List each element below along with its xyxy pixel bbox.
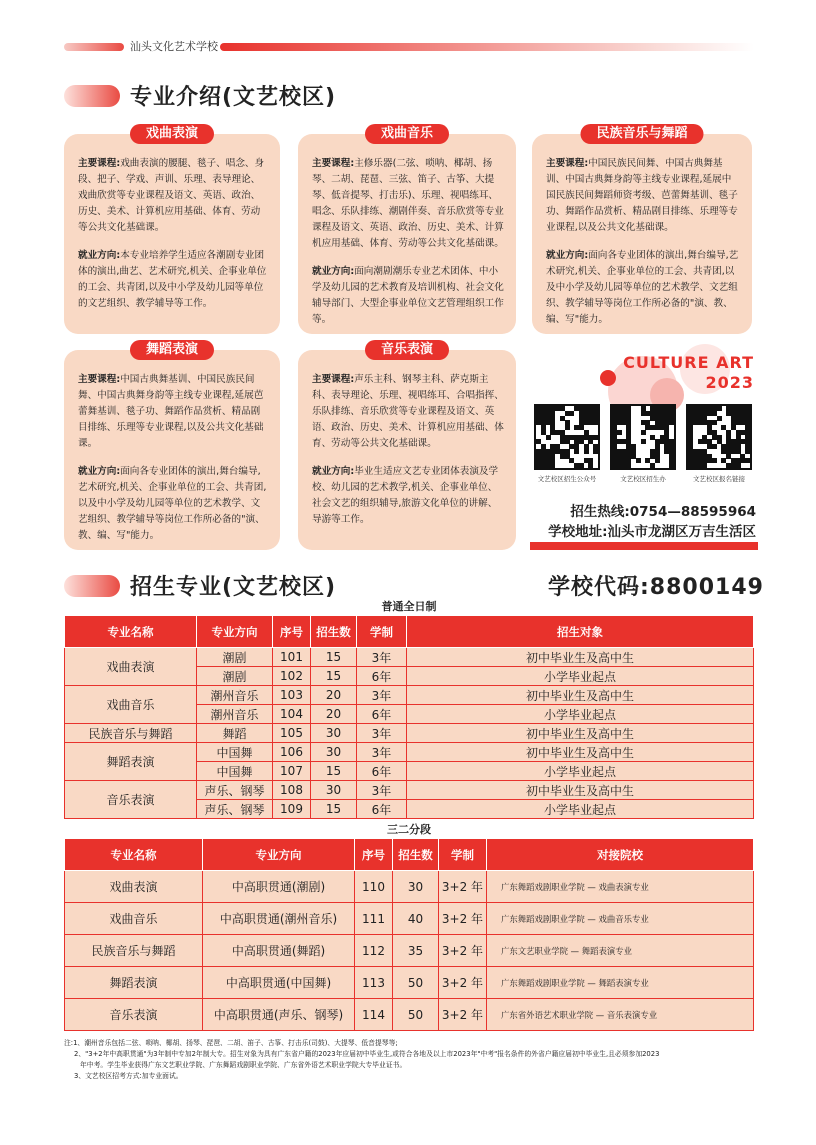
cell-major: 戏曲表演 xyxy=(65,871,203,903)
cell-years: 3年 xyxy=(357,724,407,743)
job-label: 就业方向: xyxy=(312,466,355,477)
heading-pill xyxy=(64,575,120,597)
cell-direction: 中国舞 xyxy=(197,743,273,762)
cell-quota: 40 xyxy=(393,903,439,935)
cell-quota: 30 xyxy=(311,743,357,762)
cell-years: 6年 xyxy=(357,705,407,724)
course-label: 主要课程: xyxy=(312,374,355,385)
cell-major: 音乐表演 xyxy=(65,999,203,1031)
card-job xyxy=(78,248,268,312)
course-label: 主要课程: xyxy=(78,158,121,169)
table-row xyxy=(65,999,754,1031)
card-job xyxy=(312,464,504,528)
footnote-line: 年中考。学生毕业获得广东文艺职业学院、广东舞蹈戏剧职业学院、广东省外语艺术职业学院大专毕业证书。 xyxy=(80,1061,407,1069)
cell-quota: 15 xyxy=(311,800,357,819)
cell-direction: 中高职贯通(舞蹈) xyxy=(203,935,355,967)
cell-no: 106 xyxy=(273,743,311,762)
cell-no: 103 xyxy=(273,686,311,705)
qr-module xyxy=(569,411,574,416)
cell-direction: 潮州音乐 xyxy=(197,686,273,705)
card-tag: 戏曲表演 xyxy=(130,124,214,144)
col-header: 序号 xyxy=(355,839,393,871)
card-course xyxy=(312,372,504,452)
school-name: 汕头文化艺术学校 xyxy=(130,40,218,53)
col-header: 学制 xyxy=(357,616,407,648)
qr-module xyxy=(584,449,589,454)
qr-module xyxy=(588,463,593,468)
cell-direction: 声乐、钢琴 xyxy=(197,781,273,800)
cell-target: 初中毕业生及高中生 xyxy=(407,781,754,800)
cell-major: 音乐表演 xyxy=(65,781,197,819)
cell-years: 3年 xyxy=(357,781,407,800)
major-card-xiqu-biaoyan xyxy=(64,126,280,334)
qr-module xyxy=(593,449,598,454)
qr-code-signup[interactable] xyxy=(686,404,752,470)
cell-major: 戏曲音乐 xyxy=(65,686,197,724)
cell-years: 6年 xyxy=(357,800,407,819)
qr-module xyxy=(736,463,741,468)
cell-direction: 潮剧 xyxy=(197,648,273,667)
cell-no: 107 xyxy=(273,762,311,781)
qr-module xyxy=(650,463,655,468)
qr-module xyxy=(717,406,722,411)
cell-major: 戏曲音乐 xyxy=(65,903,203,935)
table-row xyxy=(65,724,754,743)
cell-direction: 中高职贯通(中国舞) xyxy=(203,967,355,999)
cell-quota: 20 xyxy=(311,686,357,705)
cell-years: 3+2 年 xyxy=(439,871,487,903)
card-tag: 戏曲音乐 xyxy=(365,124,449,144)
col-header: 专业名称 xyxy=(65,616,197,648)
cell-no: 104 xyxy=(273,705,311,724)
cell-target: 初中毕业生及高中生 xyxy=(407,724,754,743)
cell-college: 广东舞蹈戏剧职业学院 — 戏曲表演专业 xyxy=(487,871,754,903)
qr-module xyxy=(565,425,570,430)
qr-module xyxy=(593,420,598,425)
qr-label: 文艺校区招生公众号 xyxy=(537,475,597,483)
qr-module xyxy=(641,439,646,444)
cell-quota: 15 xyxy=(311,762,357,781)
cell-quota: 35 xyxy=(393,935,439,967)
qr-module xyxy=(546,435,551,440)
qr-module xyxy=(717,416,722,421)
cell-no: 113 xyxy=(355,967,393,999)
cell-direction: 声乐、钢琴 xyxy=(197,800,273,819)
cell-years: 3+2 年 xyxy=(439,999,487,1031)
cell-quota: 15 xyxy=(311,648,357,667)
enroll-heading xyxy=(64,570,336,601)
cell-direction: 中高职贯通(潮剧) xyxy=(203,871,355,903)
job-label: 就业方向: xyxy=(78,250,121,261)
cell-no: 102 xyxy=(273,667,311,686)
col-header: 专业方向 xyxy=(197,616,273,648)
full-time-caption: 普通全日制 xyxy=(381,600,437,613)
major-card-xiqu-yinyue xyxy=(298,126,516,334)
qr-module xyxy=(655,458,660,463)
cell-no: 105 xyxy=(273,724,311,743)
job-label: 就业方向: xyxy=(546,250,589,261)
qr-module xyxy=(669,420,674,425)
school-code: 学校代码:8800149 xyxy=(548,575,764,600)
cell-direction: 中国舞 xyxy=(197,762,273,781)
culture-art-title xyxy=(623,353,754,393)
cell-no: 101 xyxy=(273,648,311,667)
cell-college: 广东舞蹈戏剧职业学院 — 舞蹈表演专业 xyxy=(487,967,754,999)
cell-quota: 30 xyxy=(393,871,439,903)
col-header: 专业方向 xyxy=(203,839,355,871)
col-header: 招生数 xyxy=(393,839,439,871)
cell-direction: 舞蹈 xyxy=(197,724,273,743)
job-text: 面向潮剧潮乐专业艺术团体、中小学及幼儿园的艺术教育及培训机构、社会文化辅导部门、大型企事业单位文艺管理组织工作等。 xyxy=(312,266,504,325)
cell-major: 戏曲表演 xyxy=(65,648,197,686)
cell-years: 6年 xyxy=(357,667,407,686)
enroll-title: 招生专业(文艺校区) xyxy=(130,575,337,600)
culture-art-line1: CULTURE ART xyxy=(623,353,754,372)
qr-module xyxy=(579,463,584,468)
decor-circle xyxy=(600,370,616,386)
col-header: 学制 xyxy=(439,839,487,871)
cell-no: 114 xyxy=(355,999,393,1031)
cell-target: 小学毕业起点 xyxy=(407,705,754,724)
cell-target: 初中毕业生及高中生 xyxy=(407,648,754,667)
card-course xyxy=(78,372,268,452)
course-label: 主要课程: xyxy=(78,374,121,385)
job-text: 毕业生适应文艺专业团体表演及学校、幼儿园的艺术教学,机关、企事业单位、社会文艺的组织辅导,旅游文化单位的讲解、导游等工作。 xyxy=(312,466,499,525)
promo-block xyxy=(530,350,758,550)
qr-module xyxy=(636,458,641,463)
school-address: 学校地址:汕头市龙湖区万吉生活区 xyxy=(548,524,756,540)
qr-module xyxy=(712,444,717,449)
table-header-row xyxy=(65,839,754,871)
course-text: 主修乐器(二弦、唢呐、椰胡、扬琴、二胡、琵琶、三弦、笛子、古筝、大提琴、低音提琴、打击乐)、乐理、视唱练耳、唱念、乐队排练、潮剧伴奏、音乐欣赏等专业课程及语文、英语、政治、历史、美术、计算机应用基础、体育、劳动等公共文化基础课。 xyxy=(312,158,504,249)
cell-no: 112 xyxy=(355,935,393,967)
cell-target: 初中毕业生及高中生 xyxy=(407,743,754,762)
col-header: 招生数 xyxy=(311,616,357,648)
intro-title: 专业介绍(文艺校区) xyxy=(130,85,337,110)
qr-module xyxy=(712,420,717,425)
culture-art-year: 2023 xyxy=(705,373,754,392)
three-two-table xyxy=(64,838,754,1031)
card-course xyxy=(546,156,740,236)
cell-no: 109 xyxy=(273,800,311,819)
cell-no: 111 xyxy=(355,903,393,935)
card-job xyxy=(312,264,504,328)
qr-module xyxy=(702,463,707,468)
course-text: 声乐主科、钢琴主科、萨克斯主科、表导理论、乐理、视唱练耳、合唱指挥、乐队排练、音乐欣赏等专业课程及语文、英语、政治、历史、美术、计算机应用基础、体育、劳动等公共文化基础课。 xyxy=(312,374,504,449)
cell-major: 舞蹈表演 xyxy=(65,743,197,781)
cell-target: 初中毕业生及高中生 xyxy=(407,686,754,705)
card-course xyxy=(78,156,268,236)
footnote-line: 注:1、潮州音乐包括二弦、唢呐、椰胡、扬琴、琵琶、二胡、笛子、古筝、打击乐(司鼓)、大提琴、低音提琴等; xyxy=(64,1039,398,1047)
cell-quota: 50 xyxy=(393,999,439,1031)
table-row xyxy=(65,967,754,999)
qr-module xyxy=(745,458,750,463)
cell-years: 3+2 年 xyxy=(439,967,487,999)
cell-major: 民族音乐与舞蹈 xyxy=(65,724,197,743)
full-time-table xyxy=(64,615,754,819)
course-label: 主要课程: xyxy=(312,158,355,169)
cell-target: 小学毕业起点 xyxy=(407,762,754,781)
cell-quota: 30 xyxy=(311,781,357,800)
job-text: 本专业培养学生适应各潮剧专业团体的演出,曲艺、艺术研究,机关、企事业单位的工会、共青团,以及中小学及幼儿园等单位的文艺组织、教学辅导等工作。 xyxy=(78,250,267,309)
qr-label: 文艺校区招生办 xyxy=(620,475,666,483)
card-job xyxy=(78,464,268,544)
page-header xyxy=(64,40,754,54)
cell-direction: 中高职贯通(声乐、钢琴) xyxy=(203,999,355,1031)
qr-module xyxy=(745,449,750,454)
col-header: 招生对象 xyxy=(407,616,754,648)
cell-years: 3+2 年 xyxy=(439,903,487,935)
job-text: 面向各专业团体的演出,舞台编导,艺术研究,机关、企事业单位的工会、共青团,以及中小学及幼儿园等单位的艺术教学、文艺组织、教学辅导等岗位工作所必备的"演、教、编、写"能力。 xyxy=(78,466,267,541)
qr-code-wechat[interactable] xyxy=(534,404,600,470)
cell-no: 108 xyxy=(273,781,311,800)
cell-college: 广东文艺职业学院 — 舞蹈表演专业 xyxy=(487,935,754,967)
card-tag: 舞蹈表演 xyxy=(130,340,214,360)
cell-major: 舞蹈表演 xyxy=(65,967,203,999)
qr-module xyxy=(617,430,622,435)
qr-module xyxy=(550,463,555,468)
cell-direction: 中高职贯通(潮州音乐) xyxy=(203,903,355,935)
card-tag: 音乐表演 xyxy=(365,340,449,360)
qr-module xyxy=(669,463,674,468)
cell-years: 3年 xyxy=(357,686,407,705)
cell-quota: 20 xyxy=(311,705,357,724)
col-header: 专业名称 xyxy=(65,839,203,871)
major-card-wudao-biaoyan xyxy=(64,342,280,550)
cell-major: 民族音乐与舞蹈 xyxy=(65,935,203,967)
job-label: 就业方向: xyxy=(78,466,121,477)
table-header-row xyxy=(65,616,754,648)
cell-college: 广东舞蹈戏剧职业学院 — 戏曲音乐专业 xyxy=(487,903,754,935)
table-row xyxy=(65,743,754,762)
cell-years: 3年 xyxy=(357,648,407,667)
table-row xyxy=(65,935,754,967)
table-row xyxy=(65,871,754,903)
cell-direction: 潮剧 xyxy=(197,667,273,686)
qr-module xyxy=(712,458,717,463)
table-row xyxy=(65,648,754,667)
cell-years: 3年 xyxy=(357,743,407,762)
footnote-line: 2、"3+2年中高职贯通"为3年制中专加2年制大专。招生对象为具有广东省户籍的2023年应届初中毕业生,或符合各地及以上市2023年"中考"报名条件的外省户籍应届初中毕业生,且必须参加2023 xyxy=(74,1050,660,1058)
col-header: 序号 xyxy=(273,616,311,648)
cell-years: 3+2 年 xyxy=(439,935,487,967)
hotline: 招生热线:0754—88595964 xyxy=(570,504,756,520)
cell-quota: 15 xyxy=(311,667,357,686)
table-row xyxy=(65,686,754,705)
course-text: 戏曲表演的腰腿、毯子、唱念、身段、把子、学戏、声训、乐理、表导理论、戏曲欣赏等专业课程及语文、英语、政治、历史、美术、计算机应用基础、体育、劳动等公共文化基础课。 xyxy=(78,158,265,233)
course-text: 中国民族民间舞、中国古典舞基训、中国古典舞身韵等主线专业课程,延展中国民族民间舞蹈师资考级、芭蕾舞基训、毯子功、舞蹈作品赏析、精品剧目排练、乐理等专业课程,以及公共文化基础课。 xyxy=(546,158,738,233)
course-label: 主要课程: xyxy=(546,158,589,169)
cell-years: 6年 xyxy=(357,762,407,781)
major-card-minzu-yinyue-wudao xyxy=(532,126,752,334)
card-tag: 民族音乐与舞蹈 xyxy=(580,124,703,144)
intro-heading xyxy=(64,80,336,111)
cell-quota: 30 xyxy=(311,724,357,743)
cell-direction: 潮州音乐 xyxy=(197,705,273,724)
header-right-bar xyxy=(220,43,754,51)
qr-module xyxy=(641,430,646,435)
job-text: 面向各专业团体的演出,舞台编导,艺术研究,机关、企事业单位的工会、共青团,以及中小学及幼儿园等单位的艺术教学、文艺组织、教学辅导等岗位工作所必备的"演、教、编、写"能力。 xyxy=(546,250,739,325)
footnote-line: 3、文艺校区招考方式:加专业面试。 xyxy=(74,1072,183,1080)
cell-college: 广东省外语艺术职业学院 — 音乐表演专业 xyxy=(487,999,754,1031)
footnotes xyxy=(64,1038,764,1082)
card-course xyxy=(312,156,504,252)
qr-label: 文艺校区报名链接 xyxy=(693,475,745,483)
course-text: 中国古典舞基训、中国民族民间舞、中国古典舞身韵等主线专业课程,延展芭蕾舞基训、毯子功、舞蹈作品赏析、精品剧目排练、乐理等专业课程,以及公共文化基础课。 xyxy=(78,374,264,449)
job-label: 就业方向: xyxy=(312,266,355,277)
header-left-bar xyxy=(64,43,124,51)
cell-target: 小学毕业起点 xyxy=(407,667,754,686)
cell-quota: 50 xyxy=(393,967,439,999)
qr-code-office[interactable] xyxy=(610,404,676,470)
three-two-caption: 三二分段 xyxy=(387,823,431,836)
col-header: 对接院校 xyxy=(487,839,754,871)
heading-pill xyxy=(64,85,120,107)
qr-module xyxy=(626,463,631,468)
major-card-yinyue-biaoyan xyxy=(298,342,516,550)
cell-target: 小学毕业起点 xyxy=(407,800,754,819)
promo-bottom-bar xyxy=(530,542,758,550)
card-job xyxy=(546,248,740,328)
cell-no: 110 xyxy=(355,871,393,903)
qr-module xyxy=(593,435,598,440)
table-row xyxy=(65,781,754,800)
table-row xyxy=(65,903,754,935)
qr-module xyxy=(574,449,579,454)
